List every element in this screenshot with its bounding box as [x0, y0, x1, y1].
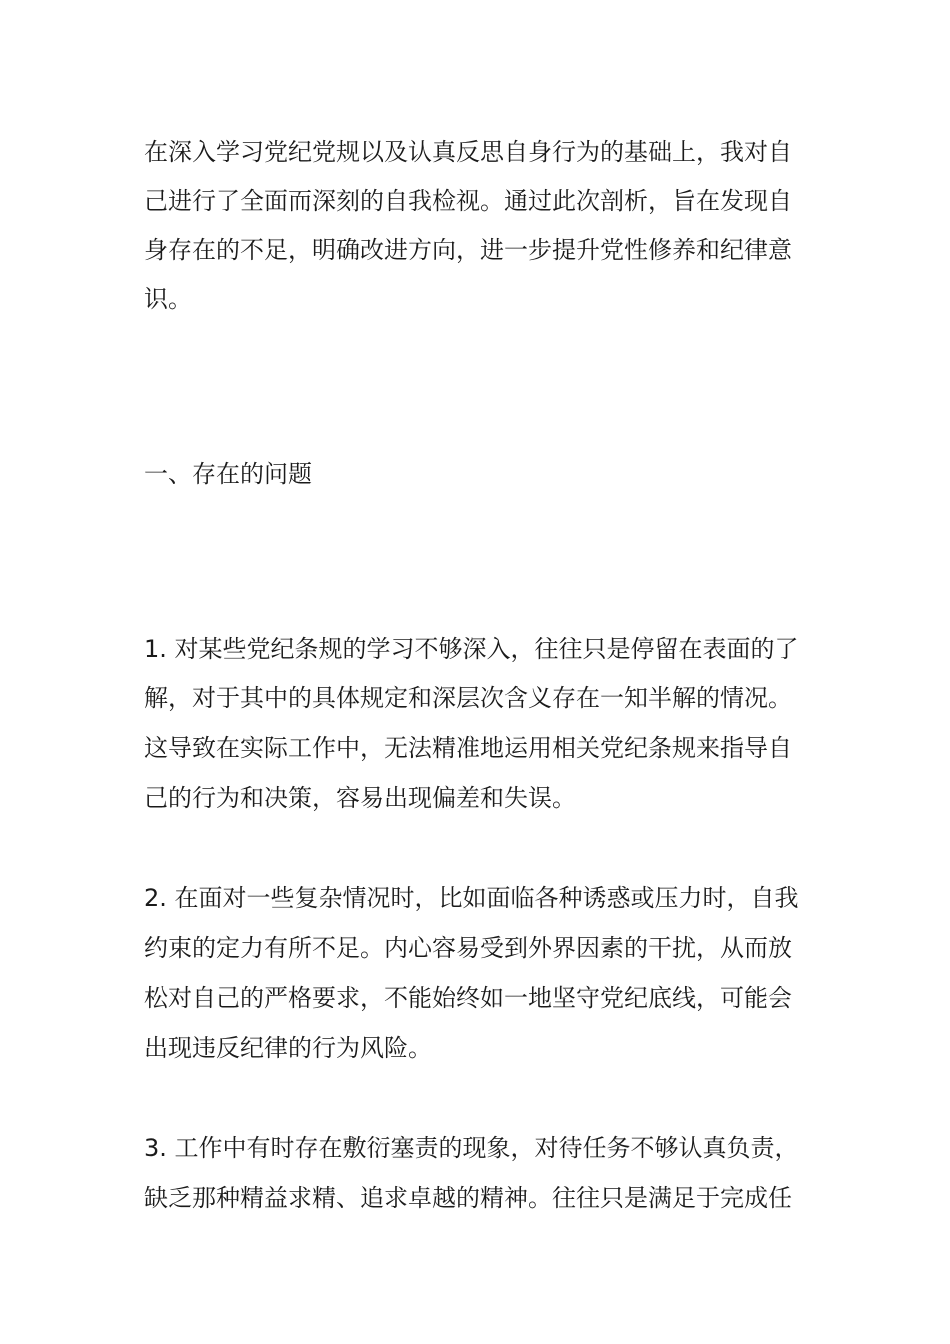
item-line: 这导致在实际工作中，无法精准地运用相关党纪条规来指导自 — [144, 734, 792, 762]
intro-line: 己进行了全面而深刻的自我检视。通过此次剖析，旨在发现自 — [144, 187, 792, 215]
item-line: 2. 在面对一些复杂情况时，比如面临各种诱惑或压力时，自我 — [144, 884, 799, 912]
item-line: 约束的定力有所不足。内心容易受到外界因素的干扰，从而放 — [144, 934, 792, 962]
item-line: 出现违反纪律的行为风险。 — [144, 1034, 432, 1062]
intro-line: 在深入学习党纪党规以及认真反思自身行为的基础上，我对自 — [144, 138, 792, 166]
intro-line: 身存在的不足，明确改进方向，进一步提升党性修养和纪律意 — [144, 236, 792, 264]
item-line: 3. 工作中有时存在敷衍塞责的现象，对待任务不够认真负责， — [144, 1134, 799, 1162]
item-line: 1. 对某些党纪条规的学习不够深入，往往只是停留在表面的了 — [144, 635, 799, 663]
item-line: 松对自己的严格要求，不能始终如一地坚守党纪底线，可能会 — [144, 984, 792, 1012]
section-heading: 一、存在的问题 — [144, 460, 312, 488]
item-line: 解，对于其中的具体规定和深层次含义存在一知半解的情况。 — [144, 684, 792, 712]
item-line: 缺乏那种精益求精、追求卓越的精神。往往只是满足于完成任 — [144, 1184, 792, 1212]
intro-line: 识。 — [144, 285, 192, 313]
item-line: 己的行为和决策，容易出现偏差和失误。 — [144, 784, 576, 812]
